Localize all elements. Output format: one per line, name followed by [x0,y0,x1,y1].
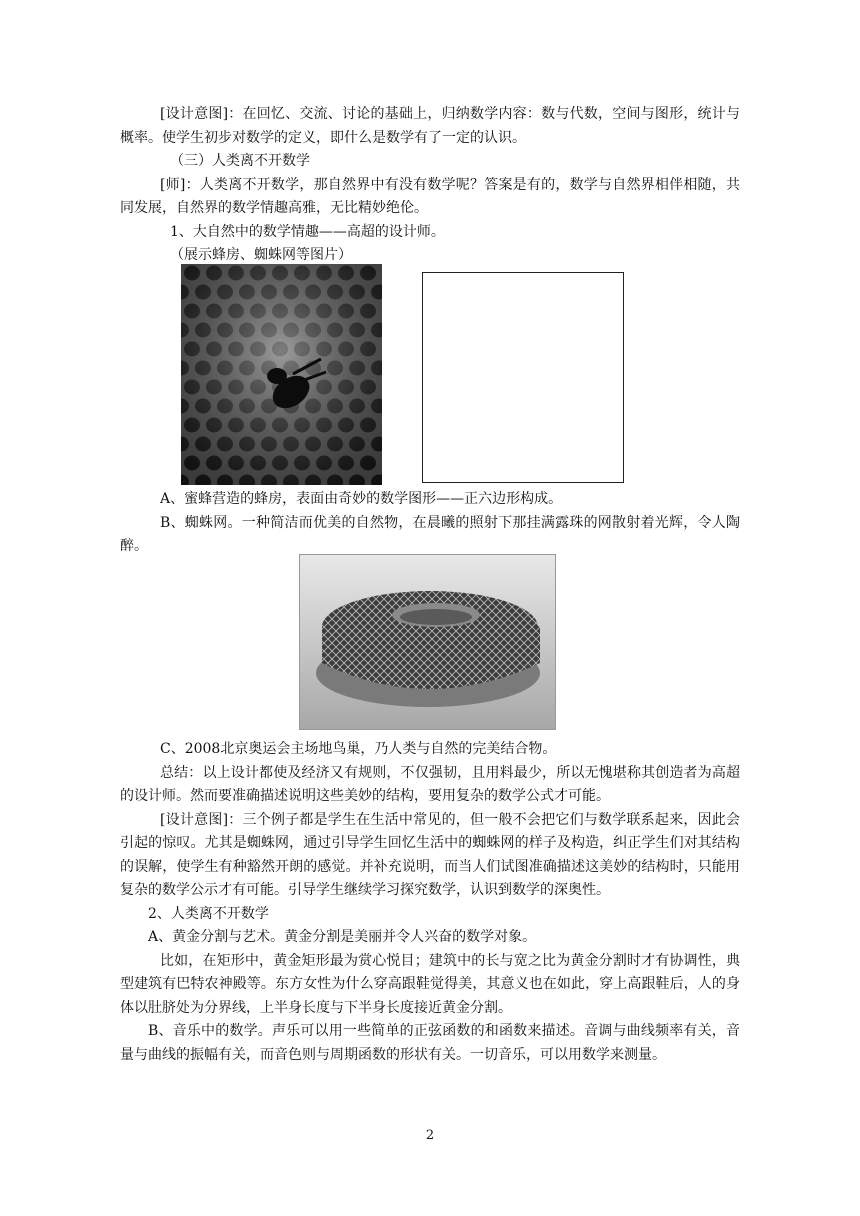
middle-text-section [120,488,740,559]
birds-nest-photo [299,554,556,730]
music-math-paragraph: B、音乐中的数学。声乐可以用一些简单的正弦函数的和函数来描述。音调与曲线频率有关，音量与曲线的振幅有关，而音色则与周期函数的形状有关。一切音乐，可以用数学来测量。 [120,1023,740,1063]
bottom-text-section [120,738,740,1067]
summary-paragraph: 总结：以上设计都使及经济又有规则，不仅强韧，且用料最少，所以无愧堪称其创造者为高超的设计师。然而要准确描述说明这些美妙的结构，要用复杂的数学公式才可能。 [120,764,740,804]
birds-nest-description: C、2008北京奥运会主场地鸟巢，乃人类与自然的完美结合物。 [160,741,557,757]
top-text-section [120,103,740,268]
golden-rectangle-paragraph: 比如，在矩形中，黄金矩形最为赏心悦目；建筑中的长与宽之比为黄金分割时才有协调性，典型建筑有巴特农神殿等。东方女性为什么穿高跟鞋觉得美，其意义也在如此，穿上高跟鞋后，人的身体以肚脐处为分界线，上半身长度与下半身长度接近黄金分割。 [120,952,740,1016]
teacher-paragraph: [师]：人类离不开数学，那自然界中有没有数学呢？答案是有的，数学与自然界相伴相随，共同发展，自然界的数学情趣高雅，无比精妙绝伦。 [120,176,740,216]
spider-web-description: B、蜘蛛网。一种简洁而优美的自然物，在晨曦的照射下那挂满露珠的网散射着光辉，令人陶醉。 [120,514,740,554]
section-heading-3: （三）人类离不开数学 [170,153,310,169]
honeycomb-graphic [181,264,382,485]
birds-nest-graphic [300,555,555,729]
page-number: 2 [425,1128,435,1143]
honeycomb-photo [181,264,382,485]
image-caption-note: （展示蜂房、蜘蛛网等图片） [170,247,352,263]
subsection-heading-2: 2、人类离不开数学 [148,905,269,922]
blank-image-frame [422,272,624,483]
design-intent-paragraph-2: [设计意图]：三个例子都是学生在生活中常见的，但一般不会把它们与数学联系起来，因此会引起的惊叹。尤其是蜘蛛网，通过引导学生回忆生活中的蜘蛛网的样子及构造，纠正学生们对其结构的误解，使学生有种豁然开朗的感觉。并补充说明，而当人们试图准确描述这美妙的结构时，只能用复杂的数学公示才有可能。引导学生继续学习探究数学，认识到数学的深奥性。 [120,811,740,898]
design-intent-paragraph-1: [设计意图]：在回忆、交流、讨论的基础上，归纳数学内容：数与代数，空间与图形，统计与概率。使学生初步对数学的定义，即什么是数学有了一定的认识。 [120,106,740,146]
golden-ratio-paragraph: A、黄金分割与艺术。黄金分割是美丽并令人兴奋的数学对象。 [148,929,537,945]
subsection-heading-1: 1、大自然中的数学情趣——高超的设计师。 [170,223,445,240]
honeycomb-description: A、蜜蜂营造的蜂房，表面由奇妙的数学图形——正六边形构成。 [160,491,563,507]
